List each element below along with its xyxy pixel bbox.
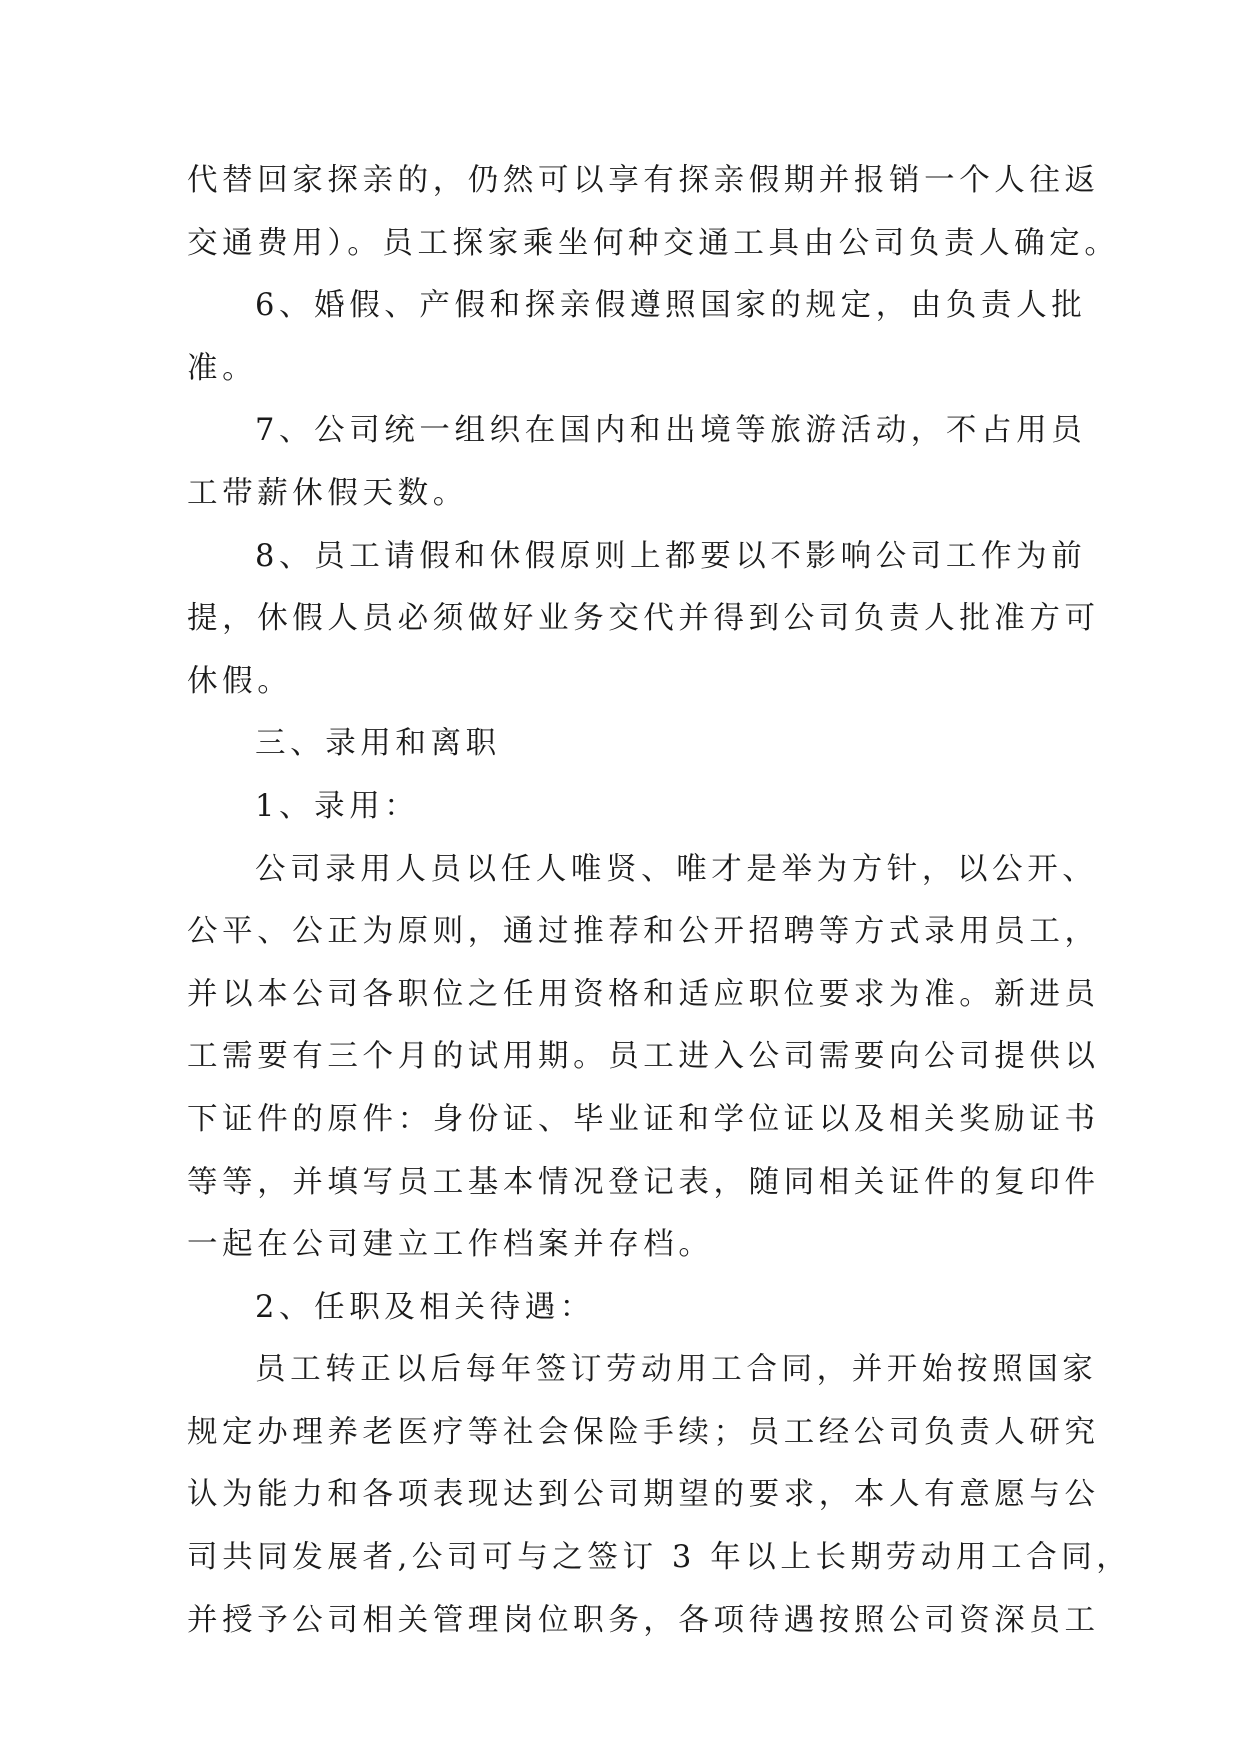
text-line: 公平、公正为原则，通过推荐和公开招聘等方式录用员工，: [187, 914, 1100, 950]
text-line: 工带薪休假天数。: [187, 475, 468, 511]
document-body: [187, 150, 1132, 1652]
text-line: 8、员工请假和休假原则上都要以不影响公司工作为前: [255, 538, 1087, 574]
text-line: 规定办理养老医疗等社会保险手续；员工经公司负责人研究: [187, 1414, 1100, 1450]
text-line: 代替回家探亲的，仍然可以享有探亲假期并报销一个人往返: [187, 163, 1100, 198]
text-line: 7、公司统一组织在国内和出境等旅游活动，不占用员: [255, 413, 1087, 449]
text-line: 一起在公司建立工作档案并存档。: [187, 1227, 714, 1263]
text-line: 工需要有三个月的试用期。员工进入公司需要向公司提供以: [187, 1039, 1100, 1075]
subsection-heading: 2、任职及相关待遇：: [255, 1289, 595, 1325]
text-line: 休假。: [187, 663, 293, 699]
text-line: 并授予公司相关管理岗位职务，各项待遇按照公司资深员工: [187, 1602, 1100, 1638]
section-heading: 三、录用和离职: [255, 726, 501, 762]
text-line: 下证件的原件：身份证、毕业证和学位证以及相关奖励证书: [187, 1101, 1100, 1137]
text-line: 员工转正以后每年签订劳动用工合同，并开始按照国家: [255, 1352, 1098, 1388]
subsection-heading: 1、录用：: [255, 788, 420, 824]
text-line: 交通费用）。员工探家乘坐何种交通工具由公司负责人确定。: [187, 225, 1120, 261]
text-line: 等等，并填写员工基本情况登记表，随同相关证件的复印件: [187, 1164, 1100, 1200]
text-line: 提，休假人员必须做好业务交代并得到公司负责人批准方可: [187, 601, 1100, 637]
text-line: 认为能力和各项表现达到公司期望的要求，本人有意愿与公: [187, 1477, 1100, 1513]
text-line: 公司录用人员以任人唯贤、唯才是举为方针，以公开、: [255, 851, 1098, 887]
text-line: 准。: [187, 350, 258, 386]
text-line: 6、婚假、产假和探亲假遵照国家的规定，由负责人批: [255, 288, 1087, 324]
text-line: 司共同发展者,公司可与之签订 3 年以上长期劳动用工合同，: [187, 1540, 1132, 1576]
text-line: 并以本公司各职位之任用资格和适应职位要求为准。新进员: [187, 976, 1100, 1012]
